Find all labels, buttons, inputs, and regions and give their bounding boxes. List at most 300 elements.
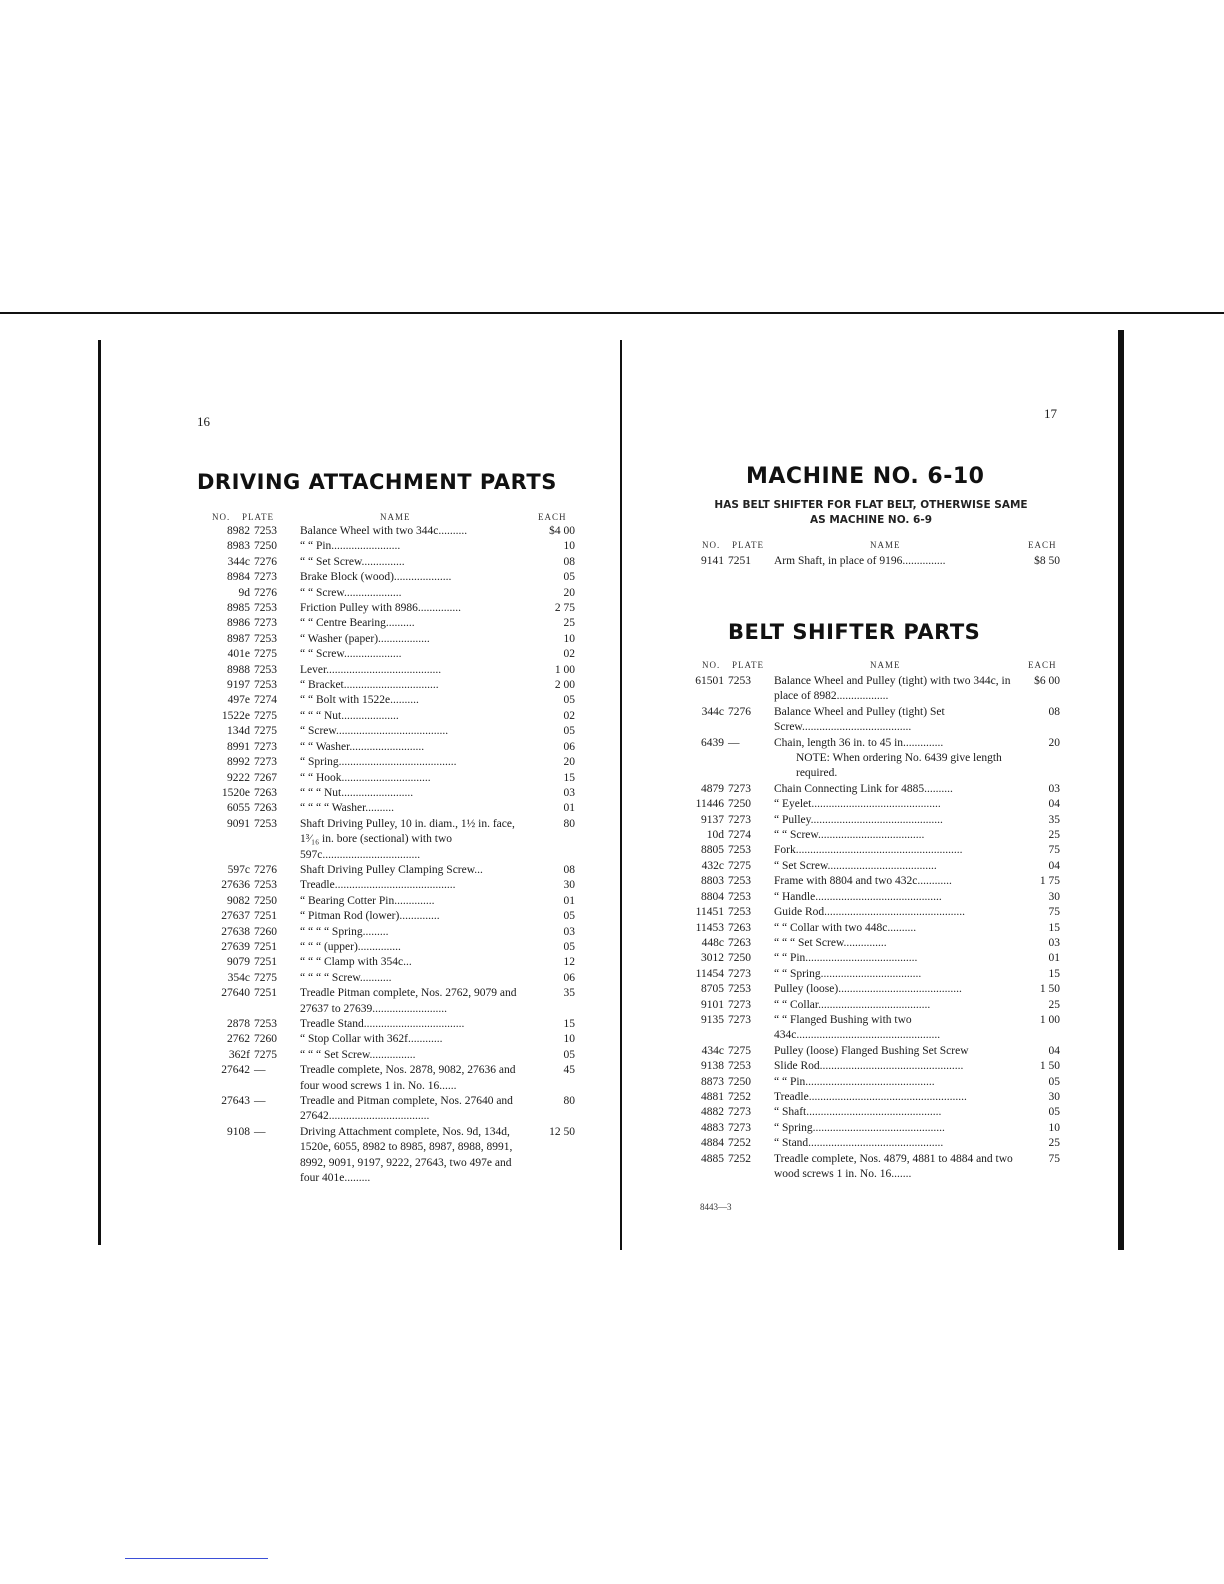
table-row [200, 878, 575, 893]
table-row [684, 751, 1060, 782]
subtitle-line-1: HAS BELT SHIFTER FOR FLAT BELT, OTHERWISE SAME [714, 499, 1028, 511]
part-price: 10 [563, 632, 575, 645]
part-name: “ Spring.............................................. [774, 1121, 945, 1134]
part-name: Shaft Driving Pulley, 10 in. diam., 1½ in. face, 1³⁄₁₆ in. bore (sectional) with two 597c.................................. [300, 817, 515, 861]
part-price: 05 [563, 725, 575, 738]
table-row [200, 1063, 575, 1094]
part-price: 2 75 [554, 602, 575, 615]
header-name: NAME [870, 540, 901, 550]
table-row [200, 940, 575, 955]
part-price: 01 [1048, 952, 1060, 965]
part-price: 15 [1048, 921, 1060, 934]
part-name: “ Set Screw...................................... [774, 859, 937, 872]
part-number: 8992 [227, 756, 250, 769]
part-name: “ “ Screw.................... [300, 586, 402, 599]
part-name: “ Bearing Cotter Pin.............. [300, 894, 435, 907]
plate-number: 7253 [254, 663, 277, 676]
part-price: 04 [1048, 1044, 1060, 1057]
part-number: 9082 [227, 894, 250, 907]
part-name: Pulley (loose)........................................... [774, 983, 962, 996]
table-row [200, 755, 575, 770]
part-name: Slide Rod.................................................. [774, 1060, 964, 1073]
header-no: NO. [212, 512, 231, 522]
part-name: “ “ Centre Bearing.......... [300, 617, 415, 630]
part-number: 9222 [227, 771, 250, 784]
plate-number: 7263 [728, 936, 751, 949]
part-name: Friction Pulley with 8986............... [300, 602, 461, 615]
plate-number: 7260 [254, 1033, 277, 1046]
table-row [200, 539, 575, 554]
table-row [684, 797, 1060, 812]
plate-number: 7274 [728, 829, 751, 842]
part-name: “ Stand............................................... [774, 1137, 944, 1150]
part-number: 27639 [221, 940, 250, 953]
table-row [684, 982, 1060, 997]
plate-number: 7251 [728, 555, 751, 567]
part-number: 10d [706, 829, 724, 842]
table-row [684, 1152, 1060, 1183]
part-number: 134d [227, 725, 250, 738]
part-number: 2762 [227, 1033, 250, 1046]
part-name: “ “ Set Screw............... [300, 555, 405, 568]
plate-number: — [254, 1125, 266, 1138]
right-page [626, 320, 1126, 1260]
table-row [684, 705, 1060, 736]
part-name: “ “ “ Set Screw................ [300, 1048, 416, 1061]
part-number: 1522e [221, 709, 250, 722]
part-price: 1 00 [1039, 1013, 1060, 1026]
part-price: 06 [563, 740, 575, 753]
part-price: 35 [1048, 813, 1060, 826]
part-price: 04 [1048, 859, 1060, 872]
part-name: Guide Rod................................................. [774, 906, 966, 919]
table-row [684, 998, 1060, 1013]
table-row [684, 1136, 1060, 1151]
plate-number: 7273 [254, 617, 277, 630]
plate-number: 7253 [254, 602, 277, 615]
part-number: 9138 [701, 1060, 724, 1073]
part-price: 15 [563, 771, 575, 784]
part-number: 597c [227, 863, 250, 876]
part-name: “ Washer (paper).................. [300, 632, 430, 645]
part-price: 03 [1048, 936, 1060, 949]
plate-number: 7260 [254, 925, 277, 938]
blue-underline-mark [125, 1558, 268, 1559]
part-number: 27640 [221, 987, 250, 1000]
part-price: 03 [1048, 782, 1060, 795]
table-row [200, 724, 575, 739]
part-name: “ “ Pin....................................... [774, 952, 918, 965]
plate-number: 7274 [254, 694, 277, 707]
part-price: 1 00 [554, 663, 575, 676]
part-number: 11453 [695, 921, 724, 934]
part-name: “ “ “ “ Washer.......... [300, 802, 395, 815]
table-row [684, 736, 1060, 751]
part-number: 11454 [695, 967, 724, 980]
plate-number: 7253 [728, 875, 751, 888]
plate-number: 7276 [728, 705, 751, 718]
part-name: “ “ Flanged Bushing with two 434c.................................................. [774, 1013, 941, 1042]
plate-number: 7253 [728, 983, 751, 996]
part-price: 08 [1048, 705, 1060, 718]
part-name: “ “ Screw..................................... [774, 829, 925, 842]
part-price: 03 [563, 925, 575, 938]
part-number: 27642 [221, 1064, 250, 1077]
part-number: 9135 [701, 1013, 724, 1026]
part-price: 2 00 [554, 679, 575, 692]
part-number: 6055 [227, 802, 250, 815]
table-row [200, 817, 575, 863]
part-price: 04 [1048, 798, 1060, 811]
table-row [684, 782, 1060, 797]
part-number: 27637 [221, 910, 250, 923]
table-row [684, 859, 1060, 874]
part-number: 401e [227, 648, 250, 661]
part-price: 05 [1048, 1106, 1060, 1119]
table-row [684, 967, 1060, 982]
plate-number: 7251 [254, 940, 277, 953]
plate-number: 7275 [254, 1048, 277, 1061]
part-number: 4883 [701, 1121, 724, 1134]
page-number: 16 [197, 414, 210, 429]
plate-number: 7253 [728, 844, 751, 857]
part-price: 20 [563, 756, 575, 769]
part-name: “ “ “ (upper)............... [300, 940, 401, 953]
table-row [684, 1059, 1060, 1074]
part-number: 8984 [227, 571, 250, 584]
part-price: 05 [563, 694, 575, 707]
part-number: 8986 [227, 617, 250, 630]
part-number: 2878 [227, 1018, 250, 1030]
left-page [100, 320, 610, 1260]
part-price: 20 [563, 586, 575, 599]
plate-number: 7250 [728, 798, 751, 811]
table-row [200, 616, 575, 631]
part-number: 8987 [227, 632, 250, 645]
header-name: NAME [870, 660, 901, 670]
part-price: $8 50 [1034, 555, 1060, 567]
plate-number: 7273 [728, 782, 751, 795]
plate-number: 7273 [728, 1121, 751, 1134]
part-price: 15 [563, 1018, 575, 1030]
plate-number: 7273 [254, 756, 277, 769]
header-plate: PLATE [732, 540, 764, 550]
part-price: 05 [1048, 1075, 1060, 1088]
header-name: NAME [380, 512, 411, 522]
part-number: 8982 [227, 525, 250, 537]
part-name: “ “ Collar with two 448c.......... [774, 921, 917, 934]
table-row [200, 601, 575, 616]
table-row [200, 1125, 575, 1187]
header-no: NO. [702, 660, 721, 670]
part-number: 9197 [227, 679, 250, 692]
part-name: “ Bracket................................. [300, 679, 439, 692]
table-row [684, 921, 1060, 936]
part-number: 434c [701, 1044, 724, 1057]
part-price: 05 [563, 1048, 575, 1061]
plate-number: 7275 [254, 971, 277, 984]
parts-list [200, 524, 575, 1186]
table-row [200, 1048, 575, 1063]
part-number: 11446 [695, 798, 724, 811]
part-name: Lever........................................ [300, 663, 442, 676]
part-price: 20 [1048, 736, 1060, 749]
plate-number: 7251 [254, 987, 277, 1000]
plate-number: 7253 [728, 890, 751, 903]
plate-number: — [728, 736, 740, 749]
table-row [200, 971, 575, 986]
part-number: 344c [701, 705, 724, 718]
part-number: 9108 [227, 1125, 250, 1138]
part-name: Treadle Stand................................... [300, 1018, 465, 1030]
table-row [684, 936, 1060, 951]
part-price: 10 [1048, 1121, 1060, 1134]
part-price: 1 50 [1039, 1060, 1060, 1073]
part-number: 61501 [695, 675, 724, 687]
part-number: 8988 [227, 663, 250, 676]
header-plate: PLATE [242, 512, 274, 522]
part-name: “ “ Bolt with 1522e.......... [300, 694, 419, 707]
part-number: 27638 [221, 925, 250, 938]
center-gutter-line [620, 340, 622, 1250]
plate-number: 7275 [254, 648, 277, 661]
machine-subtitle [706, 498, 1036, 528]
part-number: 497e [227, 694, 250, 707]
table-row [200, 740, 575, 755]
part-name: “ “ “ Clamp with 354c... [300, 956, 412, 969]
plate-number: 7263 [254, 786, 277, 799]
plate-number: 7253 [728, 675, 751, 687]
part-name: Treadle Pitman complete, Nos. 2762, 9079 and 27637 to 27639.......................... [300, 987, 517, 1015]
table-row [684, 874, 1060, 889]
plate-number: 7250 [254, 894, 277, 907]
table-row [684, 1121, 1060, 1136]
table-row [200, 986, 575, 1017]
table-row [684, 890, 1060, 905]
table-row [684, 905, 1060, 920]
part-name: Treadle complete, Nos. 2878, 9082, 27636 and four wood screws 1 in. No. 16...... [300, 1064, 516, 1092]
table-row [200, 771, 575, 786]
header-no: NO. [702, 540, 721, 550]
part-price: 25 [1048, 829, 1060, 842]
part-name: Brake Block (wood).................... [300, 571, 452, 584]
part-number: 4885 [701, 1152, 724, 1165]
part-name: Driving Attachment complete, Nos. 9d, 134d, 1520e, 6055, 8982 to 8985, 8987, 8988, 8991, 8992, 9091, 9197, 9222, 27643, two 497e and four 401e......... [300, 1125, 513, 1185]
plate-number: 7250 [254, 540, 277, 553]
part-number: 8705 [701, 983, 724, 996]
plate-number: 7273 [728, 1013, 751, 1026]
plate-number: 7273 [254, 740, 277, 753]
page-title: DRIVING ATTACHMENT PARTS [197, 470, 557, 494]
part-number: 8804 [701, 890, 724, 903]
part-price: 06 [563, 971, 575, 984]
table-row [200, 555, 575, 570]
subtitle-line-2: AS MACHINE NO. 6-9 [809, 514, 933, 526]
part-name: Balance Wheel and Pulley (tight) with two 344c, in place of 8982.................. [774, 675, 1011, 703]
part-name: Balance Wheel with two 344c.......... [300, 525, 468, 537]
part-number: 9079 [227, 956, 250, 969]
table-row [684, 843, 1060, 858]
footer-code: 8443—3 [700, 1202, 732, 1212]
table-row [684, 1105, 1060, 1120]
table-row [200, 632, 575, 647]
table-row [200, 678, 575, 693]
part-number: 3012 [701, 952, 724, 965]
header-each: EACH [1028, 660, 1057, 670]
part-price: 12 [563, 956, 575, 969]
part-number: 8873 [701, 1075, 724, 1088]
plate-number: 7251 [254, 956, 277, 969]
part-name: Treadle....................................................... [774, 1090, 967, 1103]
part-number: 448c [701, 936, 724, 949]
table-row [684, 813, 1060, 828]
table-row [200, 693, 575, 708]
plate-number: 7250 [728, 1075, 751, 1088]
part-price: 15 [1048, 967, 1060, 980]
table-row [200, 801, 575, 816]
part-name: Treadle and Pitman complete, Nos. 27640 and 27642................................... [300, 1095, 513, 1123]
plate-number: 7253 [728, 906, 751, 919]
part-price: 30 [563, 879, 575, 892]
part-number: 8991 [227, 740, 250, 753]
table-row [200, 863, 575, 878]
part-number: 8803 [701, 875, 724, 888]
part-name: “ “ “ “ Screw........... [300, 971, 392, 984]
part-name: NOTE: When ordering No. 6439 give length required. [796, 752, 1002, 780]
plate-number: 7263 [254, 802, 277, 815]
plate-number: 7253 [254, 879, 277, 892]
part-name: Treadle complete, Nos. 4879, 4881 to 4884 and two wood screws 1 in. No. 16....... [774, 1152, 1013, 1180]
part-number: 9137 [701, 813, 724, 826]
belt-shifter-parts-list [684, 674, 1060, 1182]
table-row [200, 925, 575, 940]
section-title: BELT SHIFTER PARTS [728, 620, 981, 644]
part-name: “ “ Washer.......................... [300, 740, 425, 753]
plate-number: 7273 [254, 571, 277, 584]
part-price: 80 [563, 817, 575, 830]
part-name: Chain Connecting Link for 4885.......... [774, 782, 953, 795]
part-name: “ Pulley.............................................. [774, 813, 943, 826]
part-price: 10 [563, 1033, 575, 1046]
part-name: “ “ Screw.................... [300, 648, 402, 661]
machine-parts-list [684, 554, 1060, 569]
plate-number: 7273 [728, 998, 751, 1011]
plate-number: 7275 [254, 725, 277, 738]
part-price: 03 [563, 786, 575, 799]
plate-number: 7253 [254, 1018, 277, 1030]
plate-number: 7276 [254, 555, 277, 568]
plate-number: 7275 [728, 1044, 751, 1057]
plate-number: 7275 [728, 859, 751, 872]
table-row [200, 570, 575, 585]
part-price: 10 [563, 540, 575, 553]
part-number: 9141 [701, 555, 724, 567]
plate-number: 7253 [254, 525, 277, 537]
part-number: 27636 [221, 879, 250, 892]
part-name: “ “ Pin........................ [300, 540, 401, 553]
part-name: “ “ “ “ Spring......... [300, 925, 389, 938]
part-number: 9091 [227, 817, 250, 830]
table-row [684, 1075, 1060, 1090]
part-number: 344c [227, 555, 250, 568]
plate-number: 7253 [254, 679, 277, 692]
part-price: 08 [563, 863, 575, 876]
plate-number: 7275 [254, 709, 277, 722]
part-number: 9101 [701, 998, 724, 1011]
table-row [200, 955, 575, 970]
table-row [684, 828, 1060, 843]
plate-number: 7273 [728, 813, 751, 826]
part-name: “ “ “ Set Screw............... [774, 936, 887, 949]
part-name: Fork.......................................................... [774, 844, 963, 857]
plate-number: 7276 [254, 586, 277, 599]
table-row [200, 647, 575, 662]
part-name: “ Stop Collar with 362f............ [300, 1033, 443, 1046]
part-name: Balance Wheel and Pulley (tight) Set Screw...................................... [774, 705, 945, 734]
part-price: 25 [1048, 998, 1060, 1011]
table-row [684, 674, 1060, 705]
table-row [684, 554, 1060, 569]
table-row [200, 1094, 575, 1125]
part-name: “ Spring......................................... [300, 756, 457, 769]
part-number: 11451 [695, 906, 724, 919]
part-price: 80 [563, 1095, 575, 1108]
part-number: 8983 [227, 540, 250, 553]
part-name: “ “ Spring................................... [774, 967, 922, 980]
plate-number: 7252 [728, 1152, 751, 1165]
part-number: 432c [701, 859, 724, 872]
part-number: 6439 [701, 736, 724, 749]
table-row [684, 1090, 1060, 1105]
plate-number: 7273 [728, 967, 751, 980]
part-number: 27643 [221, 1095, 250, 1108]
part-name: “ “ Hook............................... [300, 771, 431, 784]
part-price: 45 [563, 1064, 575, 1077]
table-row [200, 709, 575, 724]
machine-title: MACHINE NO. 6-10 [746, 464, 985, 489]
header-each: EACH [1028, 540, 1057, 550]
part-price: 25 [1048, 1137, 1060, 1150]
part-name: Treadle.......................................... [300, 879, 456, 892]
part-price: 01 [563, 894, 575, 907]
part-name: Arm Shaft, in place of 9196............... [774, 555, 946, 567]
scan-top-border [0, 312, 1224, 314]
plate-number: — [254, 1064, 266, 1077]
table-row [200, 1017, 575, 1032]
plate-number: 7273 [728, 1106, 751, 1119]
part-name: Frame with 8804 and two 432c............ [774, 875, 952, 888]
part-price: 01 [563, 802, 575, 815]
table-row [684, 1044, 1060, 1059]
part-name: “ “ Pin............................................. [774, 1075, 935, 1088]
part-number: 354c [227, 971, 250, 984]
part-number: 9d [238, 586, 250, 599]
part-name: Shaft Driving Pulley Clamping Screw... [300, 863, 483, 876]
part-name: “ Handle............................................ [774, 890, 942, 903]
part-price: $6 00 [1034, 675, 1060, 687]
part-name: “ “ Collar....................................... [774, 998, 931, 1011]
part-price: $4 00 [549, 525, 575, 537]
plate-number: 7253 [254, 817, 277, 830]
part-price: 75 [1048, 906, 1060, 919]
part-number: 4881 [701, 1090, 724, 1103]
part-name: “ Pitman Rod (lower).............. [300, 910, 440, 923]
plate-number: 7263 [728, 921, 751, 934]
part-price: 08 [563, 555, 575, 568]
table-row [200, 586, 575, 601]
plate-number: — [254, 1095, 266, 1108]
part-name: Pulley (loose) Flanged Bushing Set Screw [774, 1044, 969, 1057]
